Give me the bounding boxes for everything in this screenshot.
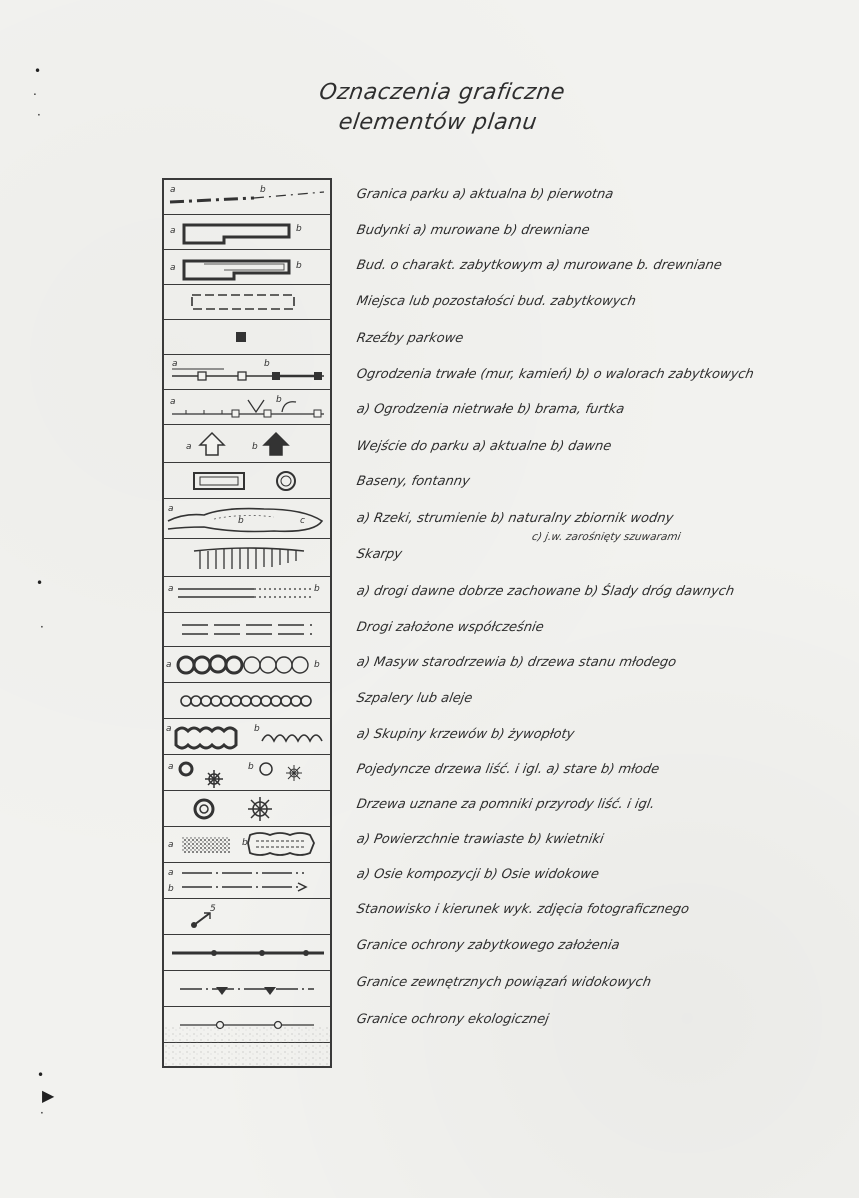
- svg-text:b: b: [254, 724, 260, 734]
- margin-mark: ·: [40, 620, 44, 634]
- svg-text:a: a: [166, 724, 172, 734]
- legend-desc-23: Granice ochrony ekologicznej: [355, 1012, 551, 1027]
- legend-desc-13: a) Masyw starodrzewia b) drzewa stanu młodego: [355, 655, 678, 670]
- legend-desc-9-sub: c) j.w. zarośnięty szuwarami: [530, 531, 682, 543]
- symbol-axes: [164, 863, 330, 899]
- svg-text:a: a: [168, 840, 174, 850]
- symbol-modern-roads: [164, 613, 330, 647]
- symbol-temporary-fences-gates: [164, 390, 330, 425]
- svg-text:a: a: [166, 660, 172, 670]
- svg-text:a: a: [170, 263, 176, 273]
- legend-desc-15: a) Skupiny krzewów b) żywopłoty: [355, 727, 576, 742]
- legend-desc-10: Skarpy: [355, 547, 404, 562]
- legend-desc-6: a) Ogrodzenia nietrwałe b) brama, furtka: [355, 402, 626, 417]
- margin-mark: •: [36, 576, 44, 590]
- legend-desc-12: Drogi założone współcześnie: [355, 620, 545, 635]
- legend-symbol-table: [162, 178, 332, 1068]
- legend-desc-5: Ogrodzenia trwałe (mur, kamień) b) o walorach zabytkowych: [355, 367, 755, 382]
- symbol-park-entrances: [164, 425, 330, 463]
- svg-text:b: b: [242, 838, 248, 848]
- legend-desc-21: Granice ochrony zabytkowego założenia: [355, 938, 621, 953]
- svg-text:a: a: [170, 226, 176, 236]
- symbol-letter: a: [170, 185, 176, 195]
- symbol-single-trees: [164, 755, 330, 791]
- symbol-park-sculptures: [164, 320, 330, 355]
- svg-text:b: b: [264, 359, 270, 369]
- svg-text:a: a: [168, 868, 174, 878]
- symbol-pools-fountains: [164, 463, 330, 499]
- svg-text:a: a: [172, 359, 178, 369]
- svg-text:b: b: [296, 224, 302, 234]
- legend-desc-2: Bud. o charakt. zabytkowym a) murowane b. drewniane: [355, 258, 724, 273]
- symbol-shrubs-hedges: [164, 719, 330, 755]
- svg-text:a: a: [168, 762, 174, 772]
- legend-desc-19: a) Osie kompozycji b) Osie widokowe: [355, 867, 601, 882]
- symbol-rivers-water: [164, 499, 330, 539]
- legend-desc-9: a) Rzeki, strumienie b) naturalny zbiornik wodny: [355, 511, 675, 526]
- svg-text:c: c: [300, 516, 305, 526]
- margin-mark: ▶: [42, 1086, 55, 1105]
- title-line-2: elementów planu: [337, 110, 539, 135]
- svg-text:5: 5: [210, 904, 216, 914]
- margin-mark: •: [34, 64, 42, 78]
- legend-desc-7: Wejście do parku a) aktualne b) dawne: [355, 439, 613, 454]
- symbol-escarpments: [164, 539, 330, 577]
- legend-desc-3: Miejsca lub pozostałości bud. zabytkowych: [355, 294, 638, 309]
- title-line-1: Oznaczenia graficzne: [317, 80, 567, 105]
- symbol-heritage-protection-boundary: [164, 935, 330, 971]
- svg-text:a: a: [186, 442, 192, 452]
- svg-text:a: a: [168, 584, 174, 594]
- symbol-hedgerows-alleys: [164, 683, 330, 719]
- symbol-park-boundary: [164, 180, 330, 215]
- blank-cell: [164, 1026, 330, 1066]
- symbol-old-roads: [164, 577, 330, 613]
- legend-desc-0: Granica parku a) aktualna b) pierwotna: [355, 187, 615, 202]
- margin-mark: ·: [37, 108, 41, 122]
- svg-text:b: b: [296, 261, 302, 271]
- svg-text:b: b: [248, 762, 254, 772]
- symbol-photo-position: [164, 899, 330, 935]
- symbol-permanent-fences: [164, 355, 330, 390]
- symbol-lawns-flowerbeds: [164, 827, 330, 863]
- symbol-letter: b: [260, 185, 266, 195]
- legend-desc-16: Pojedyncze drzewa liść. i igl. a) stare b) młode: [355, 762, 661, 777]
- svg-text:b: b: [276, 395, 282, 405]
- legend-desc-1: Budynki a) murowane b) drewniane: [355, 223, 591, 238]
- legend-desc-20: Stanowisko i kierunek wyk. zdjęcia fotograficznego: [355, 902, 691, 917]
- symbol-view-links-boundary: [164, 971, 330, 1007]
- legend-desc-22: Granice zewnętrznych powiązań widokowych: [355, 975, 653, 990]
- symbol-historic-remains: [164, 285, 330, 320]
- legend-desc-18: a) Powierzchnie trawiaste b) kwietniki: [355, 832, 605, 847]
- svg-text:b: b: [314, 584, 320, 594]
- svg-text:a: a: [168, 504, 174, 514]
- legend-desc-8: Baseny, fontanny: [355, 474, 471, 489]
- svg-text:a: a: [170, 397, 176, 407]
- margin-mark: •: [37, 1068, 45, 1082]
- legend-desc-4: Rzeźby parkowe: [355, 331, 465, 346]
- legend-desc-14: Szpalery lub aleje: [355, 691, 474, 706]
- symbol-historic-buildings: [164, 250, 330, 285]
- svg-text:b: b: [238, 516, 244, 526]
- symbol-tree-masses: [164, 647, 330, 683]
- svg-text:b: b: [168, 884, 174, 894]
- svg-text:b: b: [252, 442, 258, 452]
- legend-desc-11: a) drogi dawne dobrze zachowane b) Ślady dróg dawnych: [355, 584, 736, 599]
- page-title: [296, 78, 584, 138]
- symbol-buildings: [164, 215, 330, 250]
- margin-mark: ·: [40, 1106, 44, 1120]
- margin-mark: .: [33, 84, 37, 98]
- svg-text:b: b: [314, 660, 320, 670]
- symbol-monument-trees: [164, 791, 330, 827]
- legend-desc-17: Drzewa uznane za pomniki przyrody liść. i igl.: [355, 797, 656, 812]
